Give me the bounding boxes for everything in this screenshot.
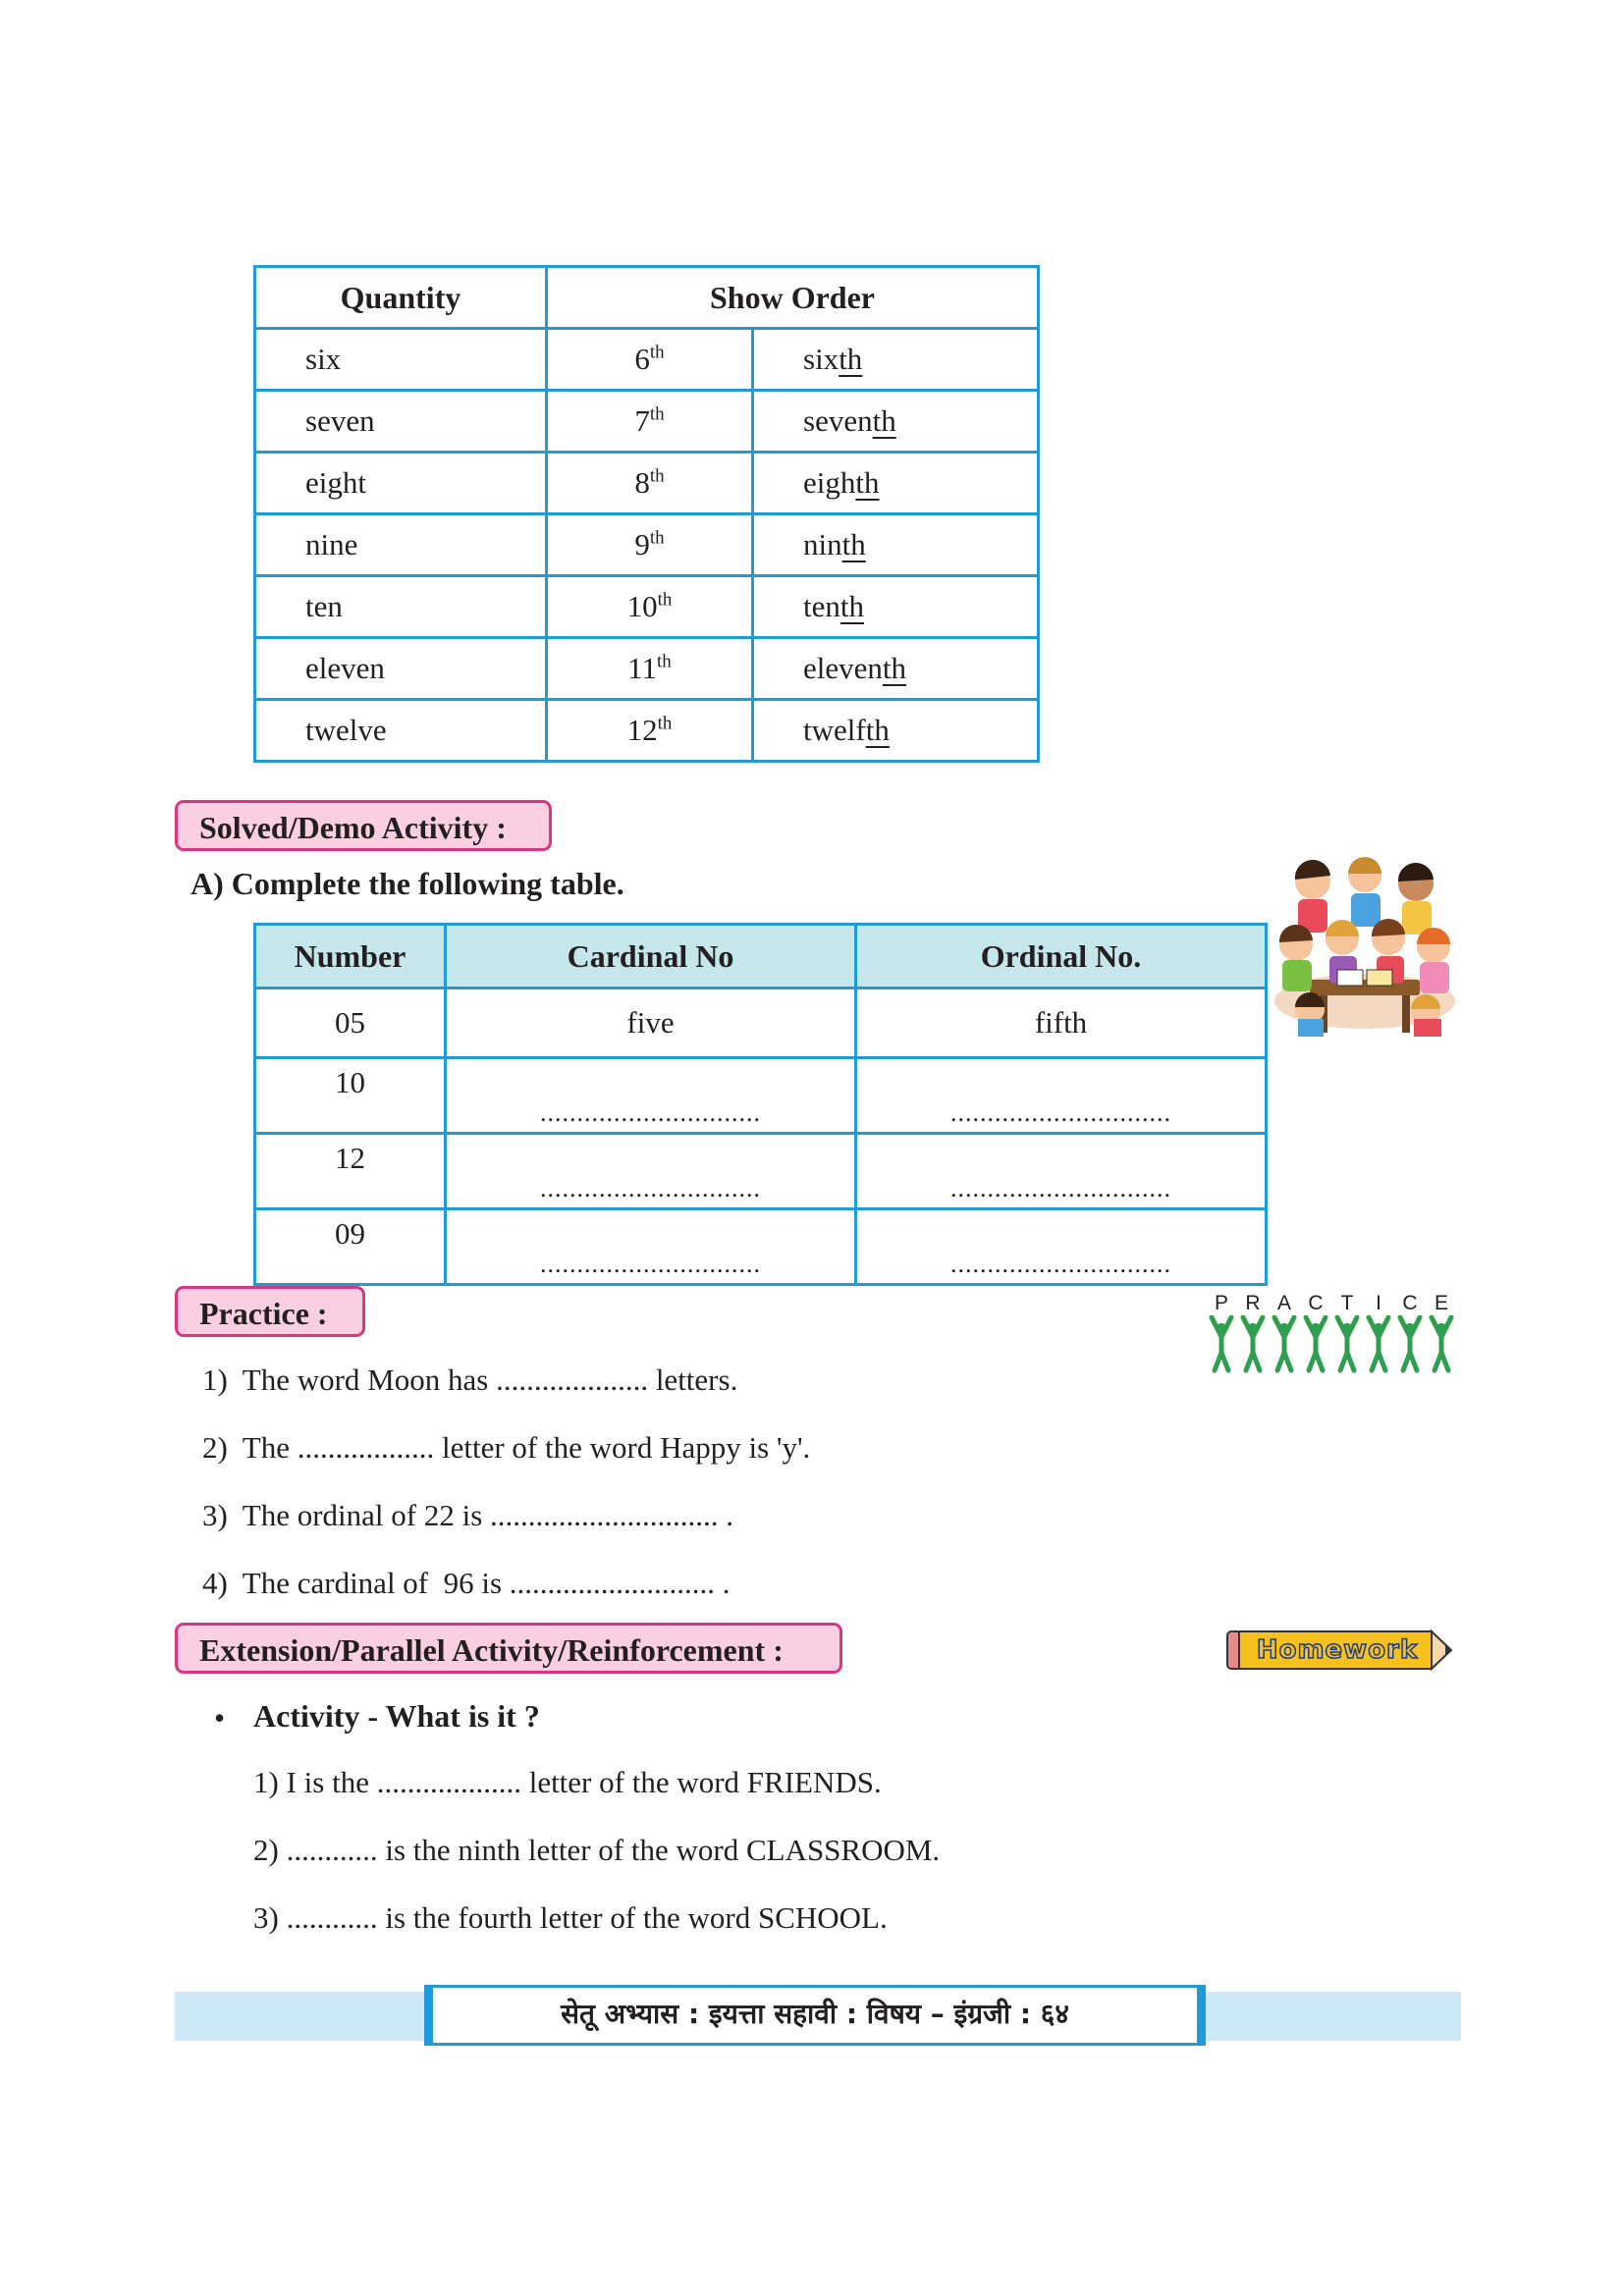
practice-item: 3) The ordinal of 22 is .............................. . bbox=[202, 1498, 734, 1532]
order-number-cell: 9th bbox=[547, 514, 753, 576]
quantity-cell: twelve bbox=[255, 700, 547, 762]
order-word-cell: eighth bbox=[753, 453, 1039, 514]
demo-heading: A) Complete the following table. bbox=[190, 866, 624, 901]
practice-badge-letter: I bbox=[1376, 1292, 1381, 1314]
practice-figures-icon bbox=[1206, 1315, 1457, 1374]
ordinal-cell bbox=[856, 1209, 1267, 1285]
fill-in-blank: .............................. bbox=[950, 1250, 1171, 1278]
fill-in-blank: .............................. bbox=[540, 1174, 761, 1202]
table-row bbox=[255, 391, 1039, 453]
practice-badge-letter: C bbox=[1402, 1292, 1418, 1314]
practice-badge-letter: C bbox=[1308, 1292, 1324, 1314]
number-cell: 12 bbox=[255, 1134, 446, 1209]
order-number-cell: 6th bbox=[547, 329, 753, 391]
order-number-cell: 8th bbox=[547, 453, 753, 514]
quantity-cell: ten bbox=[255, 576, 547, 638]
cardinal-cell: five bbox=[446, 988, 856, 1058]
table-row bbox=[255, 988, 1267, 1058]
table-row bbox=[255, 1058, 1267, 1134]
order-word-cell: seventh bbox=[753, 391, 1039, 453]
practice-badge-letter: R bbox=[1245, 1292, 1261, 1314]
table-row bbox=[255, 453, 1039, 514]
suffix-underline: th bbox=[865, 713, 890, 747]
table-row bbox=[255, 329, 1039, 391]
suffix-underline: th bbox=[855, 465, 880, 500]
quantity-cell: nine bbox=[255, 514, 547, 576]
show-order-header: Show Order bbox=[547, 267, 1039, 329]
cardinal-header: Cardinal No bbox=[446, 925, 856, 988]
homework-text: Homework bbox=[1256, 1635, 1419, 1665]
ordinal-cell bbox=[856, 1058, 1267, 1134]
solved-demo-label: Solved/Demo Activity : bbox=[175, 800, 552, 851]
practice-badge bbox=[1206, 1292, 1461, 1374]
ordinal-cell: fifth bbox=[856, 988, 1267, 1058]
quantity-header: Quantity bbox=[255, 267, 547, 329]
order-word-cell: tenth bbox=[753, 576, 1039, 638]
table-row bbox=[255, 1209, 1267, 1285]
table-row bbox=[255, 638, 1039, 700]
practice-label: Practice : bbox=[175, 1286, 365, 1337]
practice-badge-letter: E bbox=[1434, 1292, 1448, 1314]
number-cell: 05 bbox=[255, 988, 446, 1058]
number-cell: 09 bbox=[255, 1209, 446, 1285]
order-number-cell: 12th bbox=[547, 700, 753, 762]
cardinal-ordinal-table bbox=[253, 923, 1268, 1286]
bullet-icon: • bbox=[214, 1700, 226, 1735]
activity-item: 1) I is the ................... letter of the word FRIENDS. bbox=[253, 1765, 882, 1799]
suffix-underline: th bbox=[839, 589, 864, 623]
order-number-cell: 11th bbox=[547, 638, 753, 700]
table-row bbox=[255, 1134, 1267, 1209]
order-word-cell: twelfth bbox=[753, 700, 1039, 762]
cardinal-cell bbox=[446, 1134, 856, 1209]
number-header: Number bbox=[255, 925, 446, 988]
quantity-cell: eight bbox=[255, 453, 547, 514]
suffix-underline: th bbox=[872, 403, 896, 438]
ordinal-table bbox=[253, 265, 1040, 763]
extension-label: Extension/Parallel Activity/Reinforcement : bbox=[175, 1623, 842, 1674]
homework-badge bbox=[1223, 1628, 1455, 1673]
practice-badge-letter: T bbox=[1340, 1292, 1354, 1314]
cardinal-cell bbox=[446, 1209, 856, 1285]
practice-badge-letter: P bbox=[1214, 1292, 1228, 1314]
activity-item: 3) ............ is the fourth letter of the word SCHOOL. bbox=[253, 1900, 888, 1935]
suffix-underline: th bbox=[841, 527, 866, 561]
order-word-cell: ninth bbox=[753, 514, 1039, 576]
ordinal-header: Ordinal No. bbox=[856, 925, 1267, 988]
table-row bbox=[255, 576, 1039, 638]
activity-item: 2) ............ is the ninth letter of the word CLASSROOM. bbox=[253, 1833, 941, 1867]
fill-in-blank: .............................. bbox=[950, 1098, 1171, 1127]
ordinal-cell bbox=[856, 1134, 1267, 1209]
fill-in-blank: .............................. bbox=[540, 1250, 761, 1278]
order-number-cell: 7th bbox=[547, 391, 753, 453]
ordinal-table-body bbox=[255, 329, 1039, 762]
practice-badge-letter: A bbox=[1276, 1292, 1291, 1314]
practice-item: 4) The cardinal of 96 is ........................... . bbox=[202, 1566, 731, 1600]
order-word-cell: sixth bbox=[753, 329, 1039, 391]
table-row bbox=[255, 514, 1039, 576]
table-row bbox=[255, 700, 1039, 762]
children-reading-illustration bbox=[1269, 854, 1461, 1046]
quantity-cell: six bbox=[255, 329, 547, 391]
order-word-cell: eleventh bbox=[753, 638, 1039, 700]
number-cell: 10 bbox=[255, 1058, 446, 1134]
practice-item: 1) The word Moon has .................... letters. bbox=[202, 1362, 738, 1397]
footer-text: सेतू अभ्यास : इयत्ता सहावी : विषय – इंग्रजी : ६४ bbox=[424, 1985, 1206, 2046]
practice-item: 2) The .................. letter of the word Happy is 'y'. bbox=[202, 1430, 811, 1465]
suffix-underline: th bbox=[882, 651, 907, 685]
quantity-cell: seven bbox=[255, 391, 547, 453]
cardinal-cell bbox=[446, 1058, 856, 1134]
order-number-cell: 10th bbox=[547, 576, 753, 638]
suffix-underline: th bbox=[839, 342, 863, 376]
fill-in-blank: .............................. bbox=[950, 1174, 1171, 1202]
quantity-cell: eleven bbox=[255, 638, 547, 700]
fill-in-blank: .............................. bbox=[540, 1098, 761, 1127]
activity-title: Activity - What is it ? bbox=[253, 1698, 540, 1734]
